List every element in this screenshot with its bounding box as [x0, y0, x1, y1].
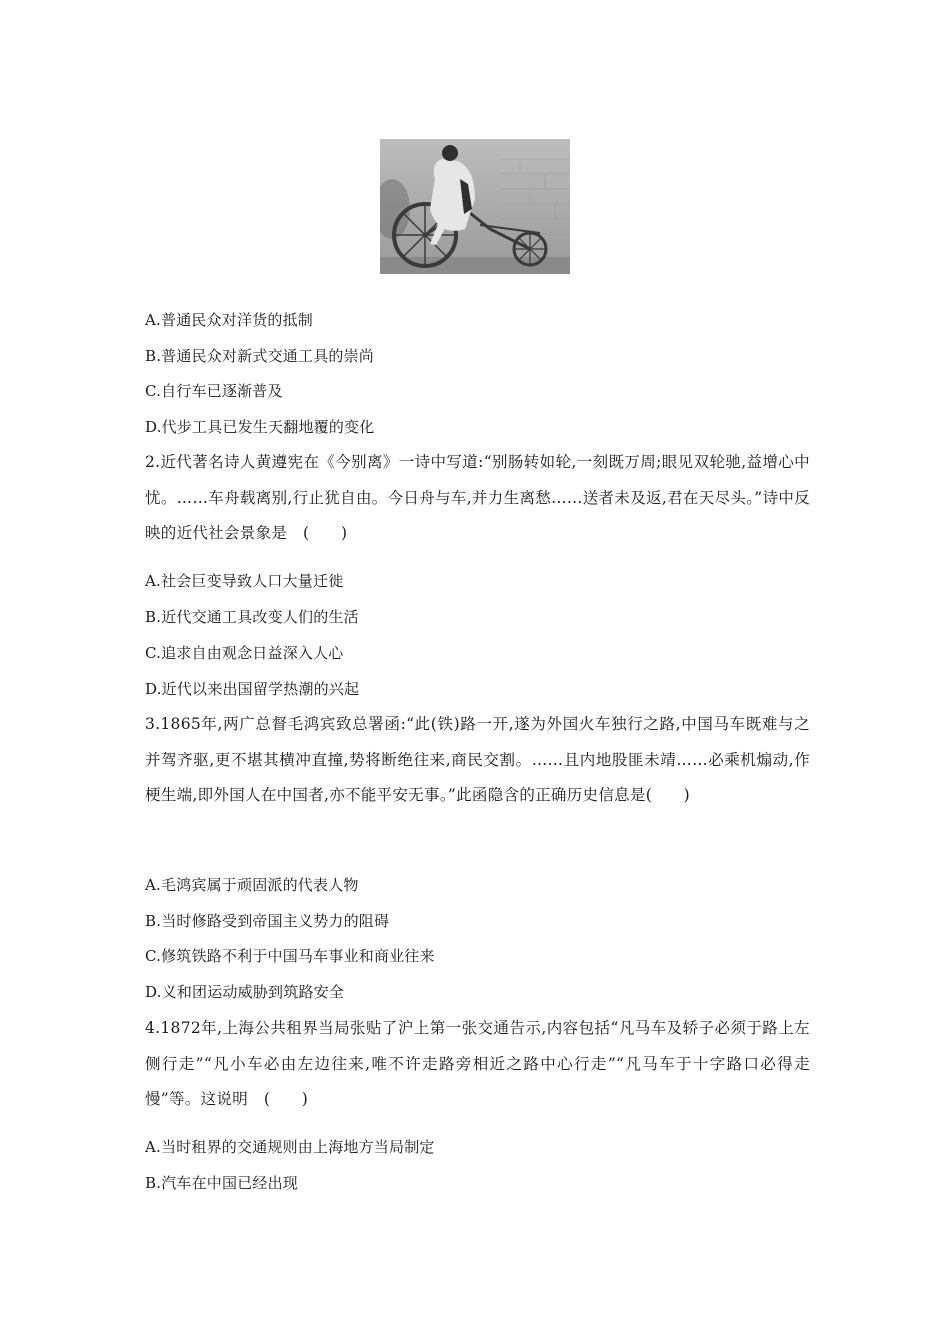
q3-option-b: B.当时修路受到帝国主义势力的阻碍: [145, 912, 390, 930]
q2-option-a: A.社会巨变导致人口大量迁徙: [145, 572, 344, 590]
q4-option-b: B.汽车在中国已经出现: [145, 1174, 298, 1192]
q3-option-d: D.义和团运动威胁到筑路安全: [145, 983, 345, 1001]
q1-option-c: C.自行车已逐渐普及: [145, 382, 283, 400]
q1-option-d: D.代步工具已发生天翻地覆的变化: [145, 418, 375, 436]
q1-option-a: A.普通民众对洋货的抵制: [145, 311, 314, 329]
q3-option-c: C.修筑铁路不利于中国马车事业和商业往来: [145, 947, 435, 965]
q4-option-a: A.当时租界的交通规则由上海地方当局制定: [145, 1138, 435, 1156]
q2-option-b: B.近代交通工具改变人们的生活: [145, 608, 359, 626]
q2-option-c: C.追求自由观念日益深入人心: [145, 644, 344, 662]
historical-photo-bicycle: [380, 139, 570, 274]
q3-stem: 3.1865年,两广总督毛鸿宾致总署函:“此(铁)路一开,遂为外国火车独行之路,中国马车既难与之并驾齐驱,更不堪其横冲直撞,势将断绝往来,商民交割。……且内地股匪未靖……必乘机煽动,作梗生端,即外国人在中国者,亦不能平安无事。”此函隐含的正确历史信息是( ): [145, 715, 810, 804]
q2-option-d: D.近代以来出国留学热潮的兴起: [145, 680, 360, 698]
q1-option-b: B.普通民众对新式交通工具的崇尚: [145, 347, 374, 365]
q4-stem: 4.1872年,上海公共租界当局张贴了沪上第一张交通告示,内容包括“凡马车及轿子必须于路上左侧行走”“凡小车必由左边往来,唯不许走路旁相近之路中心行走”“凡马车于十字路口必得走慢”等。这说明 ( ): [145, 1019, 810, 1108]
photo-illustration: [380, 139, 570, 274]
q3-option-a: A.毛鸿宾属于顽固派的代表人物: [145, 876, 359, 894]
q2-stem: 2.近代著名诗人黄遵宪在《今别离》一诗中写道:“别肠转如轮,一刻既万周;眼见双轮驰,益增心中忧。……车舟载离别,行止犹自由。今日舟与车,并力生离愁……送者未及返,君在天尽头。”诗中反映的近代社会景象是 ( ): [145, 453, 810, 542]
